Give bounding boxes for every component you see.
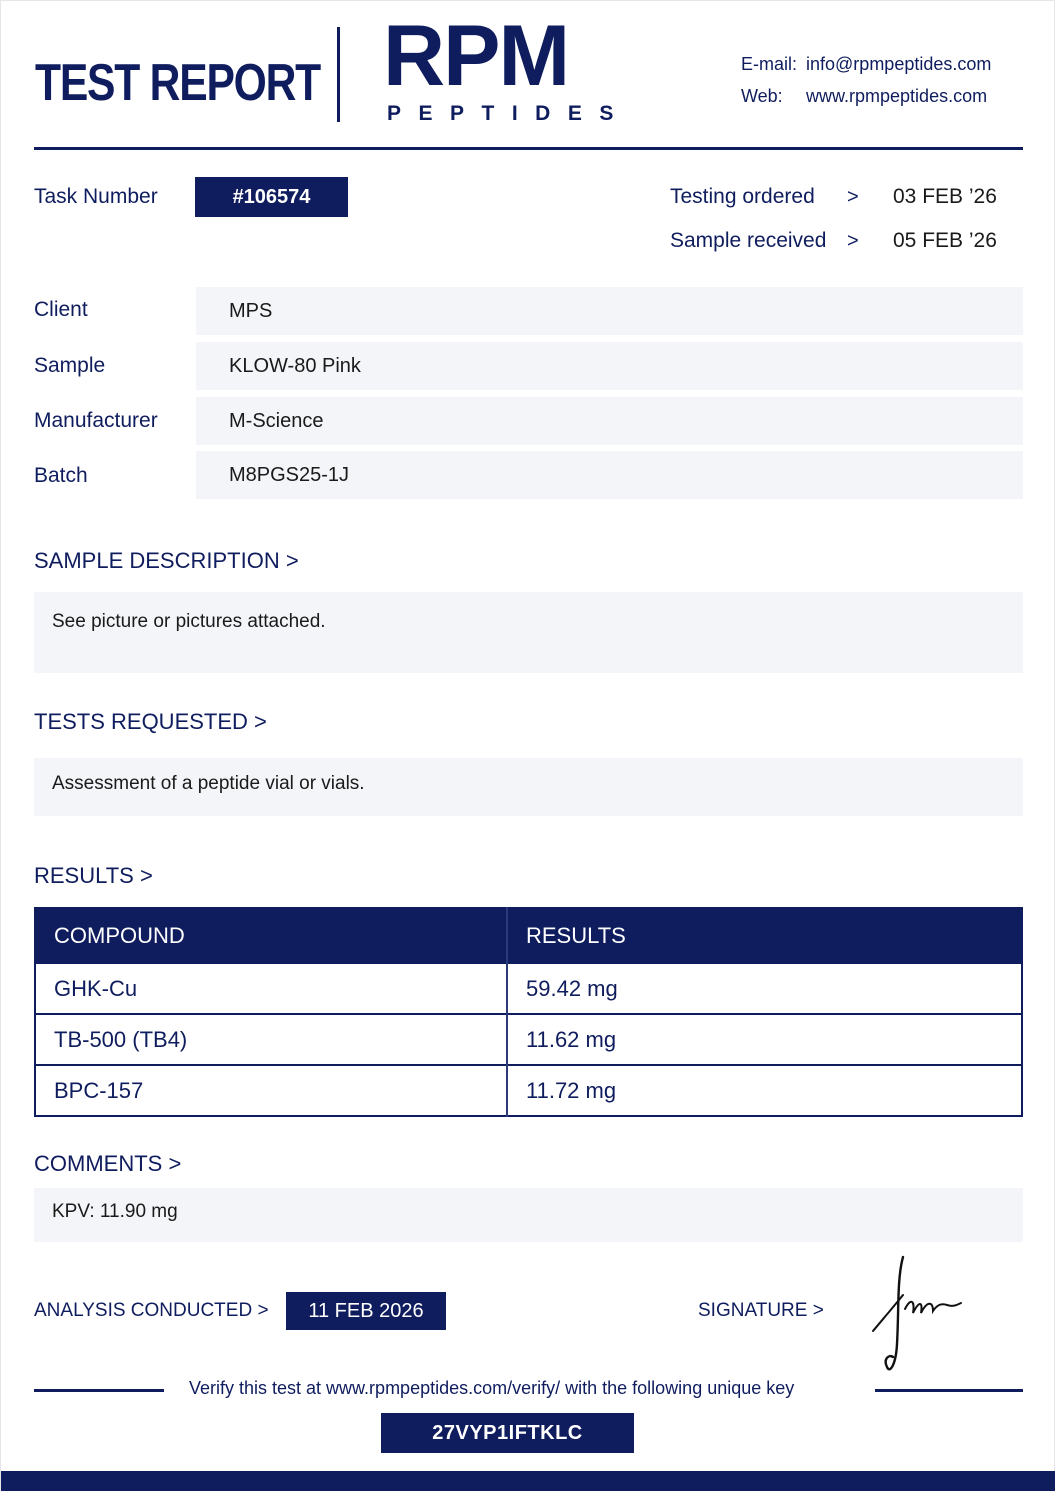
batch-value: M8PGS25-1J <box>196 451 1023 499</box>
analysis-conducted-label: ANALYSIS CONDUCTED > <box>34 1300 269 1321</box>
task-number-label: Task Number <box>34 185 158 208</box>
testing-ordered-label: Testing ordered <box>670 185 815 208</box>
comments-text: KPV: 11.90 mg <box>34 1188 1023 1242</box>
compound-cell: GHK-Cu <box>35 963 507 1014</box>
results-column-header: RESULTS <box>507 908 1022 963</box>
results-table <box>34 907 1023 1117</box>
sample-description-text: See picture or pictures attached. <box>34 592 1023 673</box>
logo-wordmark: RPM <box>383 8 569 104</box>
compound-cell: TB-500 (TB4) <box>35 1014 507 1065</box>
testing-ordered-date: 03 FEB ’26 <box>893 185 997 208</box>
report-title: TEST REPORT <box>35 54 320 112</box>
comments-heading: COMMENTS > <box>34 1151 182 1176</box>
testing-ordered-arrow: > <box>847 186 859 208</box>
manufacturer-label: Manufacturer <box>34 409 158 432</box>
verify-rule-right <box>875 1389 1023 1392</box>
email-value: info@rpmpeptides.com <box>806 54 992 74</box>
verify-instructions: Verify this test at www.rpmpeptides.com/verify/ with the following unique key <box>189 1378 795 1398</box>
client-label: Client <box>34 298 88 321</box>
table-row <box>35 1014 1022 1065</box>
client-value: MPS <box>196 287 1023 335</box>
table-row <box>35 963 1022 1014</box>
sample-value: KLOW-80 Pink <box>196 342 1023 390</box>
email-label: E-mail: <box>741 54 798 74</box>
sample-received-label: Sample received <box>670 229 827 252</box>
tests-requested-heading: TESTS REQUESTED > <box>34 709 267 734</box>
sample-received-date: 05 FEB ’26 <box>893 229 997 252</box>
compound-column-header: COMPOUND <box>35 908 507 963</box>
contact-email-row <box>741 54 991 75</box>
result-cell: 59.42 mg <box>507 963 1022 1014</box>
web-value: www.rpmpeptides.com <box>806 86 988 106</box>
results-header-row <box>35 908 1022 963</box>
task-number-badge: #106574 <box>195 177 348 217</box>
web-label: Web: <box>741 86 783 106</box>
batch-label: Batch <box>34 464 88 487</box>
sample-label: Sample <box>34 354 106 377</box>
signature-label: SIGNATURE > <box>698 1300 824 1321</box>
table-row <box>35 1065 1022 1116</box>
signature-mark <box>863 1249 973 1379</box>
footer-bar <box>1 1471 1055 1491</box>
sample-received-arrow: > <box>847 230 859 252</box>
result-cell: 11.72 mg <box>507 1065 1022 1116</box>
unique-key-badge: 27VYP1IFTKLC <box>381 1413 634 1453</box>
analysis-date-badge: 11 FEB 2026 <box>286 1292 446 1330</box>
result-cell: 11.62 mg <box>507 1014 1022 1065</box>
header-rule <box>34 147 1023 150</box>
verify-rule-left <box>34 1389 164 1392</box>
header-divider <box>337 27 340 122</box>
tests-requested-text: Assessment of a peptide vial or vials. <box>34 758 1023 816</box>
logo-subtitle: PEPTIDES <box>387 102 631 125</box>
sample-description-heading: SAMPLE DESCRIPTION > <box>34 548 299 573</box>
compound-cell: BPC-157 <box>35 1065 507 1116</box>
results-heading: RESULTS > <box>34 863 153 888</box>
contact-web-row <box>741 86 987 107</box>
manufacturer-value: M-Science <box>196 397 1023 445</box>
